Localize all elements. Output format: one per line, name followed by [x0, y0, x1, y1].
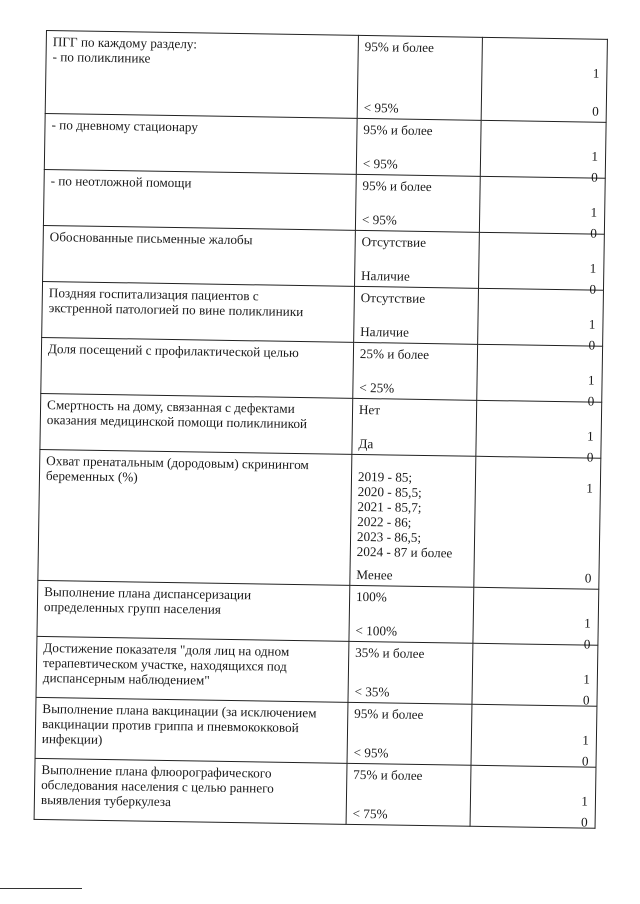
- criterion-cell: [40, 393, 353, 454]
- option-text: Отсутствие: [360, 289, 426, 306]
- table-row: [40, 393, 602, 458]
- score-cell: [480, 176, 605, 241]
- table-row: [35, 697, 597, 767]
- options-cell: [349, 585, 474, 643]
- score-value: 1: [592, 65, 600, 81]
- score-value: 1: [582, 732, 590, 748]
- criterion-text: - по дневному стационару: [51, 117, 199, 135]
- score-value: 0: [591, 169, 598, 185]
- option-text: 2023 - 86,5;: [356, 528, 422, 545]
- score-value: 1: [581, 793, 589, 809]
- score-value: 1: [584, 615, 591, 631]
- criterion-text: терапевтическом участке, находящихся под: [42, 655, 287, 674]
- score-value: 0: [586, 449, 594, 465]
- option-text: 95% и более: [362, 177, 432, 195]
- options-cell: [356, 118, 481, 176]
- score-cell: [477, 344, 602, 409]
- score-value: 1: [586, 428, 594, 444]
- criterion-text: - по поликлинике: [52, 49, 151, 66]
- criterion-text: Охват пренатальным (дородовым) скринингом: [46, 453, 309, 473]
- score-value: 1: [586, 480, 593, 496]
- score-cell: [474, 456, 601, 589]
- table-row: [41, 337, 603, 402]
- criterion-text: оказания медицинской помощи поликлиникой: [46, 412, 308, 432]
- table-row: [34, 758, 596, 828]
- score-value: 1: [583, 671, 590, 687]
- option-text: Наличие: [360, 323, 409, 340]
- score-value: 0: [590, 225, 597, 241]
- criterion-text: определенных групп населения: [43, 599, 222, 617]
- option-text: 25% и более: [359, 345, 430, 363]
- footnote-rule: [0, 888, 82, 889]
- score-value: 0: [592, 103, 599, 119]
- option-text: Нет: [358, 401, 381, 418]
- option-text: < 95%: [361, 211, 397, 228]
- score-value: 1: [587, 372, 595, 388]
- criterion-cell: [43, 225, 356, 286]
- options-cell: [346, 763, 471, 826]
- criterion-text: Выполнение плана флюорографического: [41, 762, 272, 781]
- option-text: 2019 - 85;: [357, 468, 413, 485]
- score-cell: [482, 37, 608, 122]
- table-row: [38, 449, 601, 589]
- option-text: < 95%: [353, 744, 389, 761]
- criterion-text: ПГГ по каждому разделу:: [52, 34, 198, 52]
- table-row: [43, 225, 605, 290]
- option-text: < 75%: [352, 805, 388, 822]
- criterion-cell: [43, 169, 356, 230]
- score-value: 0: [582, 692, 590, 708]
- option-text: < 35%: [354, 683, 390, 700]
- criterion-cell: [38, 449, 352, 585]
- criterion-text: Выполнение плана вакцинации (за исключением: [42, 701, 317, 721]
- criterion-text: беременных (%): [45, 468, 138, 485]
- option-text: 2022 - 86;: [357, 513, 412, 530]
- criterion-text: диспансерным наблюдением": [42, 670, 210, 688]
- score-value: 0: [589, 281, 597, 297]
- option-text: 2021 - 85,7;: [357, 498, 422, 515]
- criterion-cell: [35, 697, 348, 763]
- score-cell: [472, 643, 598, 706]
- criterion-text: Достижение показателя "доля лиц на одном: [43, 640, 290, 659]
- criterion-cell: [42, 281, 355, 342]
- criterion-cell: [45, 31, 358, 119]
- options-cell: [354, 286, 479, 344]
- table-row: [42, 281, 604, 346]
- score-value: 0: [583, 636, 591, 652]
- score-value: 0: [587, 393, 595, 409]
- criterion-text: обследования населения с целью раннего: [41, 777, 274, 796]
- option-text: Менее: [356, 566, 393, 583]
- option-text: 95% и более: [363, 121, 433, 139]
- table-row: [37, 580, 599, 645]
- score-value: 0: [588, 337, 596, 353]
- options-cell: [347, 702, 472, 765]
- score-value: 1: [589, 260, 597, 276]
- score-value: 1: [590, 204, 598, 220]
- option-text: 95% и более: [354, 705, 424, 723]
- score-cell: [473, 587, 598, 652]
- table-row: [36, 636, 598, 706]
- criterion-text: Выполнение плана диспансеризации: [44, 584, 252, 603]
- criterion-text: - по неотложной помощи: [50, 173, 192, 191]
- criteria-table-body: [34, 31, 607, 829]
- score-cell: [470, 765, 596, 828]
- criterion-text: выявления туберкулеза: [40, 792, 172, 810]
- criterion-text: Доля посещений с профилактической целью: [47, 341, 299, 361]
- criterion-text: Смертность на дому, связанная с дефектами: [46, 397, 295, 416]
- option-text: 95% и более: [364, 39, 435, 56]
- option-text: Наличие: [360, 267, 410, 284]
- score-cell: [479, 232, 604, 297]
- option-text: Да: [358, 435, 374, 452]
- option-text: < 95%: [362, 155, 398, 172]
- score-value: 0: [581, 753, 589, 769]
- criterion-cell: [34, 758, 347, 824]
- option-text: < 25%: [359, 379, 395, 396]
- score-cell: [471, 704, 597, 767]
- criterion-cell: [37, 580, 350, 641]
- option-text: < 95%: [363, 100, 399, 116]
- options-cell: [353, 342, 478, 400]
- score-value: 0: [584, 570, 592, 586]
- score-value: 1: [588, 316, 596, 332]
- criterion-cell: [36, 636, 349, 702]
- option-text: 75% и более: [353, 766, 423, 784]
- criterion-cell: [44, 113, 357, 174]
- options-cell: [355, 174, 480, 232]
- options-cell: [348, 641, 473, 704]
- table-row: [44, 113, 606, 178]
- criterion-cell: [41, 337, 354, 398]
- options-cell: [350, 454, 477, 587]
- option-text: 100%: [355, 588, 387, 605]
- option-text: 2024 - 87 и более: [356, 543, 453, 561]
- options-cell: [357, 35, 483, 120]
- option-text: Отсутствие: [361, 233, 427, 250]
- criteria-table: [34, 30, 608, 829]
- criterion-text: Поздняя госпитализация пациентов с: [48, 285, 259, 304]
- criterion-text: вакцинации против гриппа и пневмококковой: [41, 716, 299, 736]
- option-text: 2020 - 85,5;: [357, 483, 422, 500]
- score-cell: [481, 120, 606, 185]
- criterion-text: Обоснованные письменные жалобы: [49, 229, 253, 248]
- options-cell: [354, 230, 479, 288]
- criterion-text: инфекции): [41, 731, 103, 747]
- score-cell: [476, 400, 601, 465]
- option-text: < 100%: [355, 622, 398, 639]
- score-value: 1: [591, 148, 599, 164]
- score-value: 0: [580, 814, 588, 830]
- option-text: 35% и более: [355, 644, 425, 662]
- score-cell: [478, 288, 603, 353]
- table-row: [45, 31, 607, 123]
- table-row: [43, 169, 605, 234]
- criterion-text: экстренной патологией по вине поликлиники: [48, 300, 304, 320]
- options-cell: [352, 398, 477, 456]
